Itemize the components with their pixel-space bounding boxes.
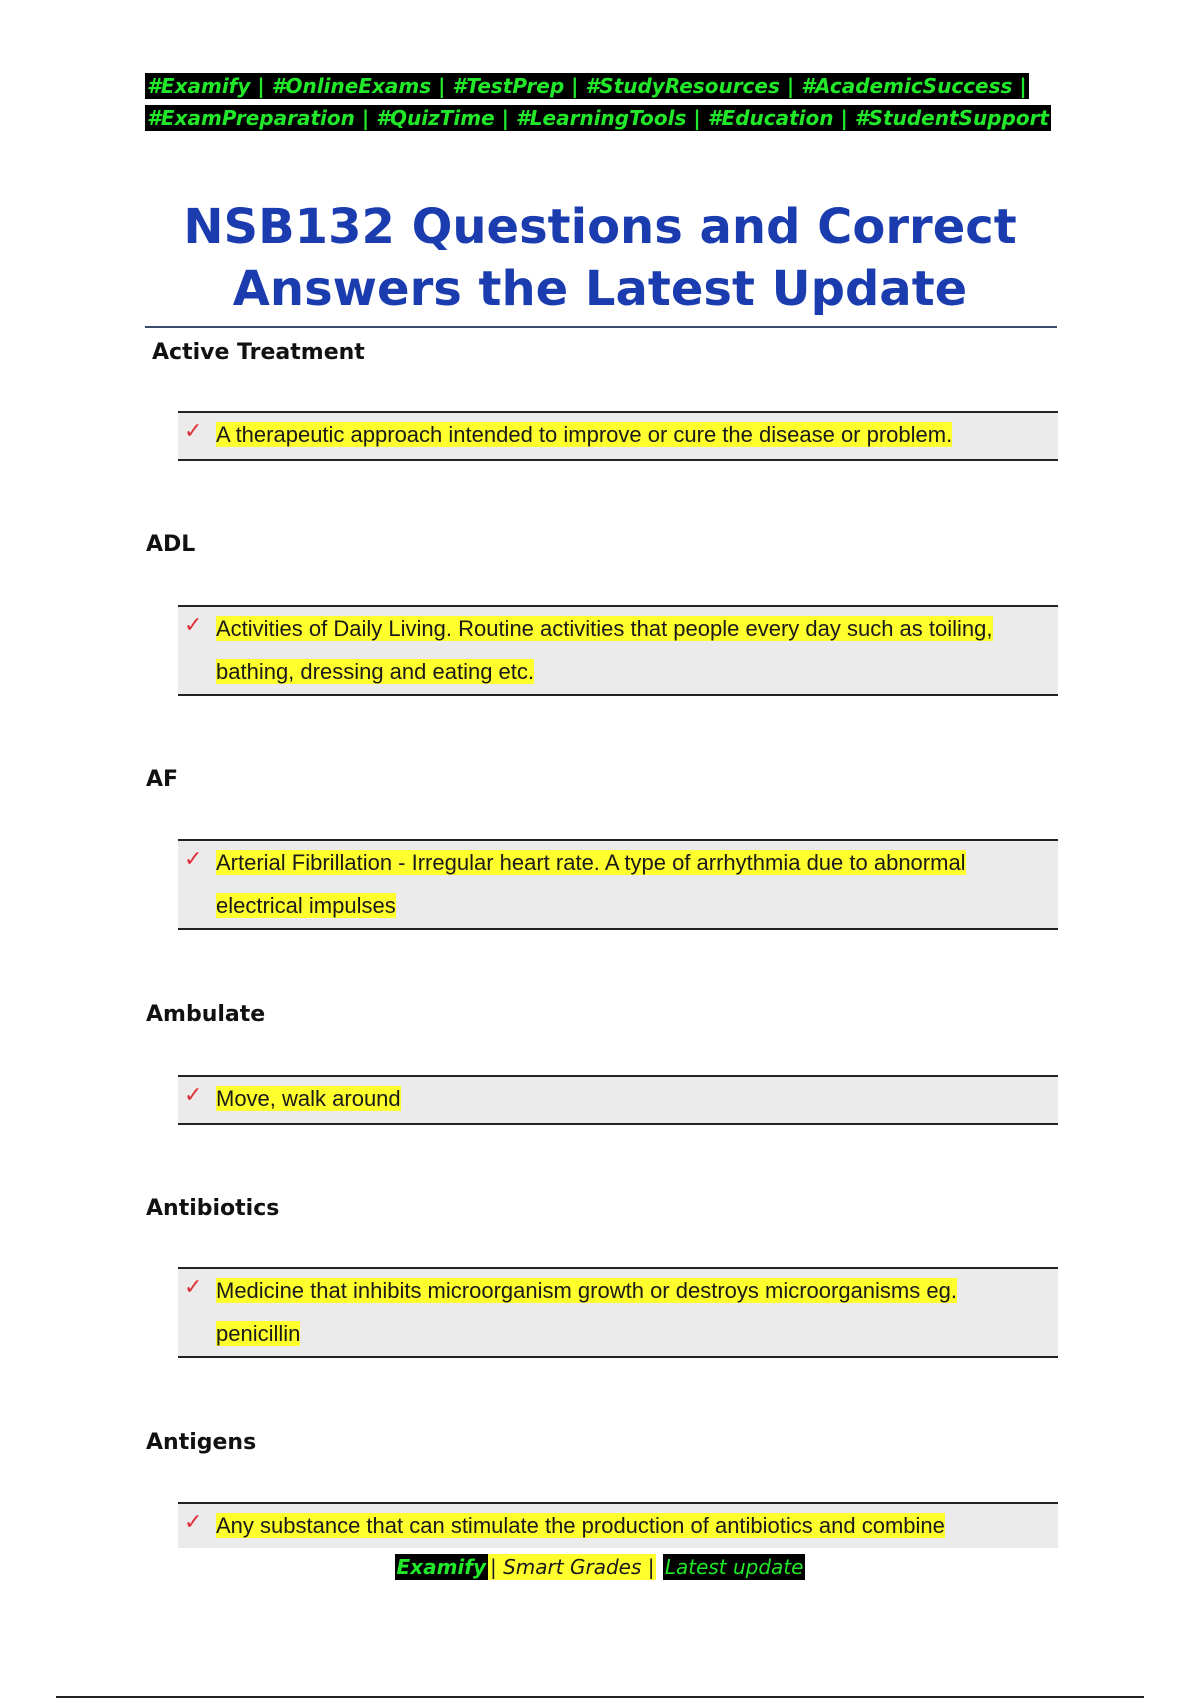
answer-box [178, 839, 1058, 930]
term-heading: Ambulate [146, 1002, 266, 1027]
term-heading: ADL [146, 532, 196, 557]
answer-text: Arterial Fibrillation - Irregular heart rate. A type of arrhythmia due to abnormal electrical impulses [216, 850, 966, 918]
footer-brand: Examify [396, 1555, 487, 1579]
checkmark-icon: ✓ [184, 613, 203, 638]
hashtag-banner [145, 70, 1055, 134]
answer-box [178, 1502, 1058, 1548]
answer-text: Any substance that can stimulate the production of antibiotics and combine [216, 1513, 945, 1538]
title-divider [145, 326, 1057, 328]
hashtag-line-2: #ExamPreparation | #QuizTime | #LearningTools | #Education | #StudentSupport [147, 106, 1049, 130]
checkmark-icon: ✓ [184, 1083, 203, 1108]
checkmark-icon: ✓ [184, 847, 203, 872]
answer-box [178, 1267, 1058, 1358]
title-line-2: Answers the Latest Update [232, 261, 968, 317]
term-heading: AF [146, 767, 179, 792]
checkmark-icon: ✓ [184, 419, 203, 444]
answer-box [178, 1075, 1058, 1125]
footer-tagline: | Smart Grades | [490, 1555, 655, 1579]
page-bottom-rule [56, 1696, 1144, 1698]
hashtag-line-1: #Examify | #OnlineExams | #TestPrep | #StudyResources | #AcademicSuccess | [147, 74, 1027, 98]
term-heading: Active Treatment [152, 340, 365, 365]
answer-box [178, 605, 1058, 696]
page-title [145, 196, 1055, 320]
title-line-1: NSB132 Questions and Correct [183, 199, 1017, 255]
answer-text: Activities of Daily Living. Routine activities that people every day such as toiling, bathing, dressing and eating etc. [216, 616, 993, 684]
term-heading: Antibiotics [146, 1196, 280, 1221]
term-heading: Antigens [146, 1430, 257, 1455]
page-footer [0, 1552, 1200, 1582]
answer-box [178, 411, 1058, 461]
checkmark-icon: ✓ [184, 1510, 203, 1535]
answer-text: Move, walk around [216, 1086, 401, 1111]
checkmark-icon: ✓ [184, 1275, 203, 1300]
footer-latest: Latest update [664, 1555, 804, 1579]
answer-text: Medicine that inhibits microorganism growth or destroys microorganisms eg. penicillin [216, 1278, 957, 1346]
answer-text: A therapeutic approach intended to improve or cure the disease or problem. [216, 422, 953, 447]
